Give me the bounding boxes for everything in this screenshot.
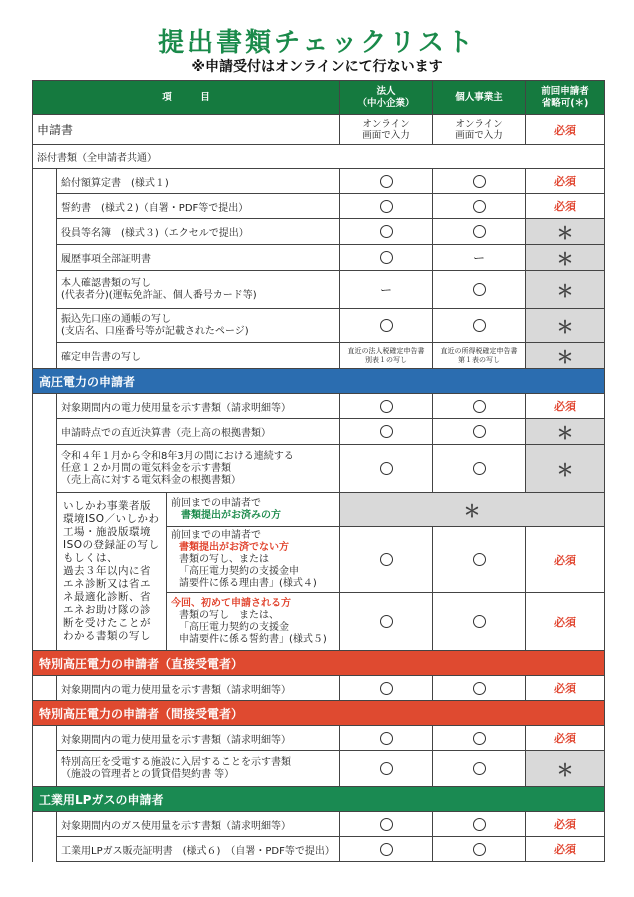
page-subtitle: ※申請受付はオンラインにて行ないます — [191, 59, 443, 75]
circle-mark — [473, 400, 486, 413]
row-label: 対象期間内の電力使用量を示す書類（請求明細等） — [57, 676, 340, 701]
common-docs-label: 添付書類（全申請者共通） — [33, 145, 605, 169]
page-title: 提出書類チェックリスト — [158, 28, 476, 58]
table-row — [33, 812, 605, 837]
row-label: 給付額算定書 (様式１) — [57, 169, 340, 194]
circle-mark — [473, 225, 486, 238]
required-mark: 必須 — [526, 837, 605, 862]
table-row — [33, 419, 605, 445]
row-label: 特別高圧を受電する施設に入居することを示す書類 （施設の管理者との賃貸借契約書 等） — [57, 751, 340, 787]
circle-mark — [380, 615, 393, 628]
required-mark: 必須 — [526, 676, 605, 701]
section-title: 特別高圧電力の申請者（直接受電者） — [33, 651, 605, 676]
table-row — [33, 445, 605, 493]
omit-mark: ＊ — [526, 343, 605, 369]
iso-sub3-line2: 書類の写し または、 「高圧電力契約の支援金 申請要件に係る誓約書」(様式５) — [179, 609, 327, 645]
table-row — [33, 219, 605, 245]
dash-mark: ー — [380, 283, 393, 297]
iso-sub2-line3: 書類の写し、または 「高圧電力契約の支援金申 請要件に係る理由書」(様式４) — [179, 553, 317, 589]
omit-mark: ＊ — [526, 309, 605, 343]
header-prev: 前回申請者 省略可(＊) — [526, 81, 605, 115]
omit-mark: ＊ — [526, 271, 605, 309]
table-row — [33, 343, 605, 369]
tax-return-sole: 直近の所得税確定申告書 第１表の写し — [433, 343, 526, 369]
iso-row-submitted — [33, 493, 605, 527]
iso-sub2-line2: 書類提出がお済でない方 — [179, 541, 289, 553]
required-mark: 必須 — [526, 169, 605, 194]
iso-sub1-line2: 書類提出がお済みの方 — [181, 509, 281, 521]
circle-mark — [380, 762, 393, 775]
row-label: 役員等名簿 (様式３)（エクセルで提出） — [57, 219, 340, 245]
circle-mark — [473, 732, 486, 745]
iso-sub1-line1: 前回までの申請者で — [171, 497, 261, 509]
application-label: 申請書 — [33, 115, 340, 145]
table-row — [33, 245, 605, 271]
required-mark: 必須 — [526, 115, 605, 145]
application-corp: オンライン 画面で入力 — [340, 115, 433, 145]
required-mark: 必須 — [526, 593, 605, 651]
row-label: 対象期間内の電力使用量を示す書類（請求明細等） — [57, 726, 340, 751]
header-sole: 個人事業主 — [433, 81, 526, 115]
omit-mark: ＊ — [526, 751, 605, 787]
section-header-special-direct — [33, 651, 605, 676]
row-label: 振込先口座の通帳の写し (支店名、口座番号等が記載されたページ) — [57, 309, 340, 343]
circle-mark — [473, 843, 486, 856]
table-row — [33, 394, 605, 419]
required-mark: 必須 — [526, 812, 605, 837]
circle-mark — [473, 553, 486, 566]
circle-mark — [473, 319, 486, 332]
row-label: 履歴事項全部証明書 — [57, 245, 340, 271]
circle-mark — [473, 818, 486, 831]
table-row — [33, 309, 605, 343]
circle-mark — [473, 682, 486, 695]
iso-label: いしかわ事業者版 環境ISO／いしかわ 工場・施設版環境 ISOの登録証の写し もしくは、 過去３年以内に省 エネ診断又は省エ ネ最適化診断、省 エネお助け隊の診 断を受けたことが わかる書類の写し — [57, 493, 167, 651]
table-row — [33, 194, 605, 219]
required-mark: 必須 — [526, 394, 605, 419]
row-label: 本人確認書類の写し (代表者分)(運転免許証、個人番号カード等) — [57, 271, 340, 309]
iso-sub2 — [167, 527, 340, 593]
table-row — [33, 676, 605, 701]
row-label: 誓約書 (様式２)（自署・PDF等で提出） — [57, 194, 340, 219]
application-sole: オンライン 画面で入力 — [433, 115, 526, 145]
table-row — [33, 169, 605, 194]
section-title: 高圧電力の申請者 — [33, 369, 605, 394]
circle-mark — [473, 425, 486, 438]
row-label: 確定申告書の写し — [57, 343, 340, 369]
section-header-high-voltage — [33, 369, 605, 394]
section-title: 工業用LPガスの申請者 — [33, 787, 605, 812]
iso-sub2-line1: 前回までの申請者で — [171, 529, 261, 541]
table-row — [33, 837, 605, 862]
checklist-table — [32, 80, 605, 862]
required-mark: 必須 — [526, 194, 605, 219]
required-mark: 必須 — [526, 726, 605, 751]
iso-sub3 — [167, 593, 340, 651]
iso-sub3-line1: 今回、初めて申請される方 — [171, 597, 291, 609]
omit-mark: ＊ — [526, 419, 605, 445]
circle-mark — [473, 462, 486, 475]
omit-mark: ＊ — [526, 219, 605, 245]
common-docs-header — [33, 145, 605, 169]
circle-mark — [380, 225, 393, 238]
circle-mark — [380, 175, 393, 188]
row-label: 対象期間内のガス使用量を示す書類（請求明細等） — [57, 812, 340, 837]
circle-mark — [380, 732, 393, 745]
circle-mark — [380, 462, 393, 475]
circle-mark — [380, 251, 393, 264]
dash-mark: ー — [473, 251, 486, 265]
row-label: 令和４年１月から令和8年3月の間における連続する 任意１２か月間の電気料金を示す書類 （売上高に対する電気料金の根拠書類） — [57, 445, 340, 493]
iso-sub1 — [167, 493, 340, 527]
row-label: 工業用LPガス販売証明書 (様式６) （自署・PDF等で提出） — [57, 837, 340, 862]
circle-mark — [473, 762, 486, 775]
row-label: 対象期間内の電力使用量を示す書類（請求明細等） — [57, 394, 340, 419]
header-item: 項 目 — [33, 81, 340, 115]
omit-mark: ＊ — [340, 493, 605, 527]
section-title: 特別高圧電力の申請者（間接受電者） — [33, 701, 605, 726]
table-row — [33, 751, 605, 787]
required-mark: 必須 — [526, 527, 605, 593]
header-corp: 法人 （中小企業） — [340, 81, 433, 115]
omit-mark: ＊ — [526, 245, 605, 271]
circle-mark — [380, 843, 393, 856]
section-header-lpgas — [33, 787, 605, 812]
circle-mark — [473, 200, 486, 213]
table-row — [33, 726, 605, 751]
table-row — [33, 271, 605, 309]
circle-mark — [473, 175, 486, 188]
circle-mark — [380, 682, 393, 695]
header-row — [33, 81, 605, 115]
circle-mark — [380, 200, 393, 213]
omit-mark: ＊ — [526, 445, 605, 493]
circle-mark — [473, 283, 486, 296]
application-row — [33, 115, 605, 145]
circle-mark — [380, 319, 393, 332]
circle-mark — [380, 400, 393, 413]
row-label: 申請時点での直近決算書（売上高の根拠書類） — [57, 419, 340, 445]
section-header-special-indirect — [33, 701, 605, 726]
circle-mark — [380, 818, 393, 831]
tax-return-corp: 直近の法人税確定申告書 別表１の写し — [340, 343, 433, 369]
circle-mark — [380, 425, 393, 438]
circle-mark — [380, 553, 393, 566]
circle-mark — [473, 615, 486, 628]
